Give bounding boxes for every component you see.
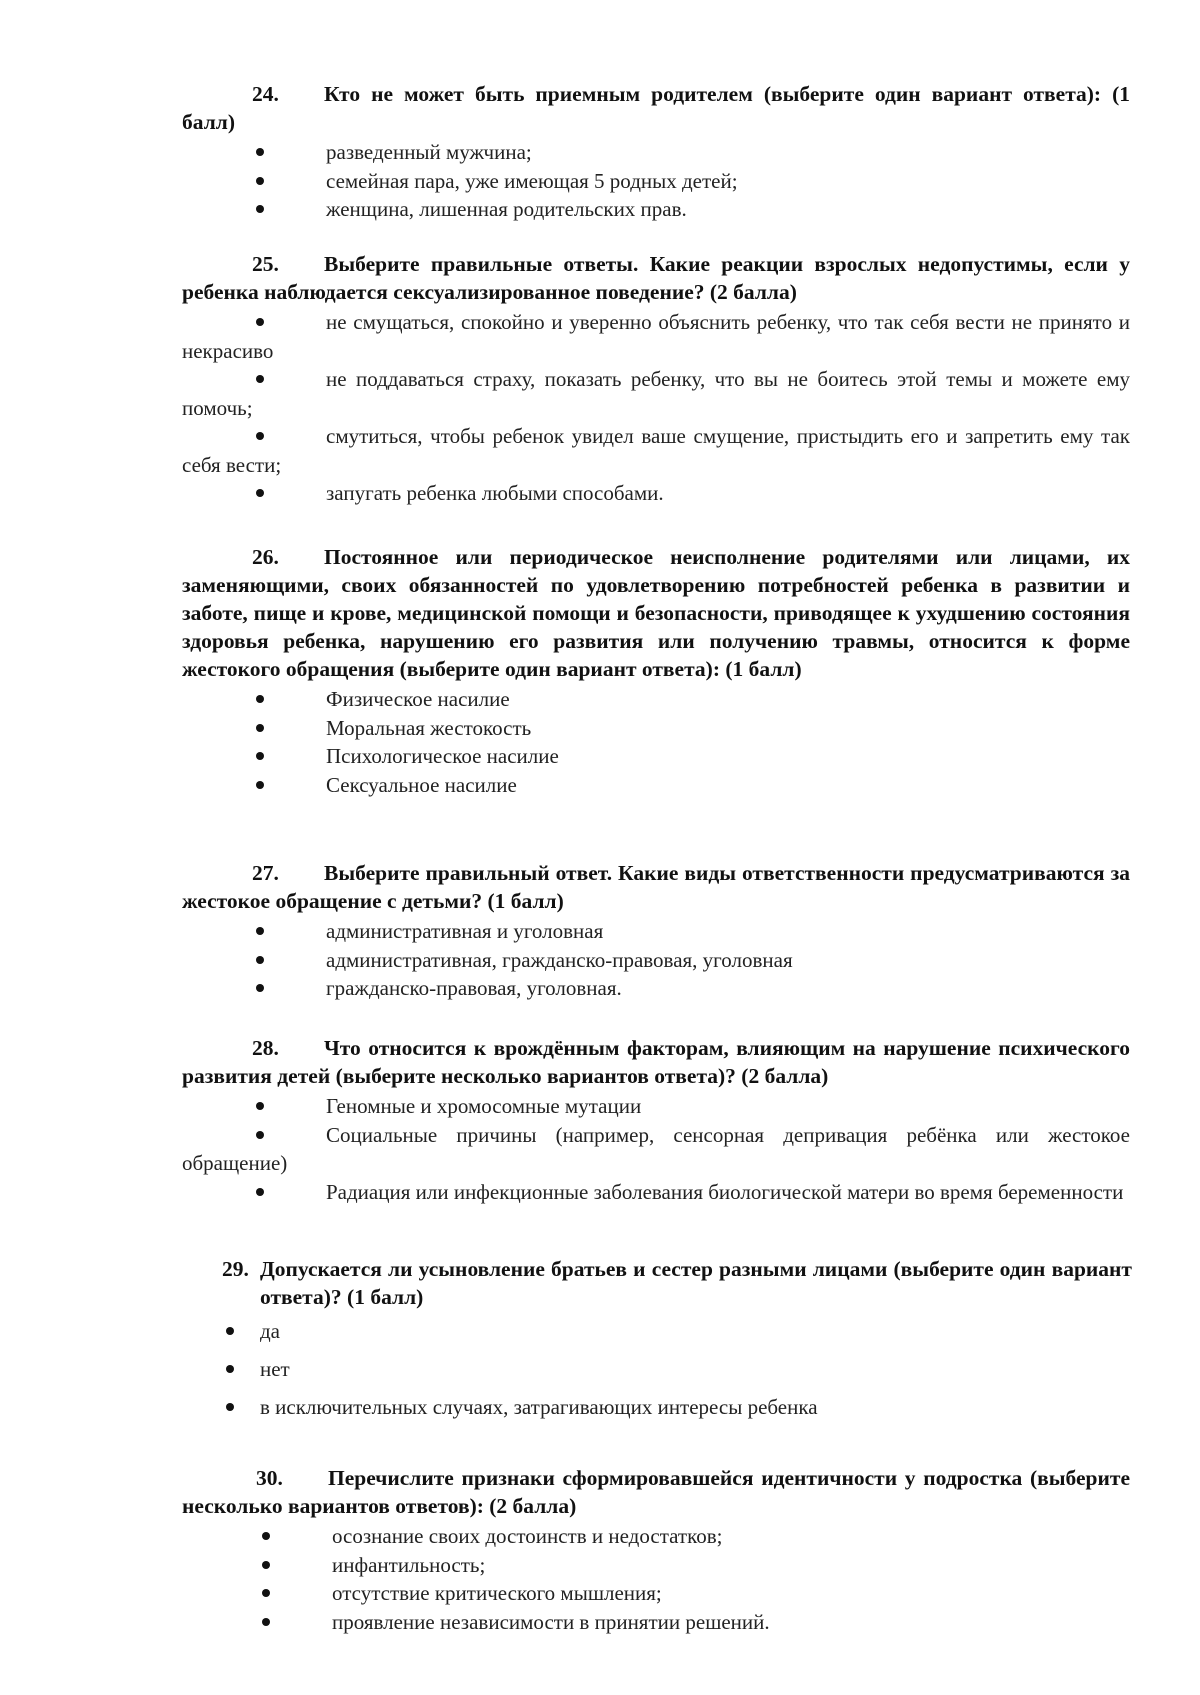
bullet-icon xyxy=(256,781,264,789)
bullet-icon xyxy=(256,375,264,383)
bullet-icon xyxy=(256,148,264,156)
question-number: 24. xyxy=(252,82,279,106)
question-29 xyxy=(222,1255,1132,1425)
answer-option: запугать ребенка любыми способами. xyxy=(182,479,1130,508)
question-text: Выберите правильные ответы. Какие реакции взрослых недопустимы, если у ребенка наблюдается сексуализированное поведение? (2 балла) xyxy=(182,252,1130,304)
bullet-icon xyxy=(262,1532,270,1540)
answer-option: не смущаться, спокойно и уверенно объяснить ребенку, что так себя вести не принято и некрасиво xyxy=(182,310,1130,363)
answer-option: не поддаваться страху, показать ребенку, что вы не боитесь этой темы и можете ему помочь; xyxy=(182,367,1130,420)
bullet-icon xyxy=(262,1618,270,1626)
answer-option: в исключительных случаях, затрагивающих интересы ребенка xyxy=(184,1389,1132,1425)
question-number: 28. xyxy=(252,1036,279,1060)
bullet-icon xyxy=(256,432,264,440)
question-number: 26. xyxy=(252,545,279,569)
answer-option: гражданско-правовая, уголовная. xyxy=(182,974,1130,1003)
bullet-icon xyxy=(256,752,264,760)
question-27 xyxy=(182,859,1130,1003)
question-text: Кто не может быть приемным родителем (выберите один вариант ответа): (1 балл) xyxy=(182,82,1130,134)
bullet-icon xyxy=(256,984,264,992)
question-number: 29. xyxy=(222,1257,249,1281)
answer-option: Геномные и хромосомные мутации xyxy=(182,1092,1130,1121)
bullet-icon xyxy=(262,1589,270,1597)
bullet-icon xyxy=(262,1561,270,1569)
question-text: Выберите правильный ответ. Какие виды ответственности предусматриваются за жестокое обращение с детьми? (1 балл) xyxy=(182,861,1130,913)
answer-option: Социальные причины (например, сенсорная депривация ребёнка или жестокое обращение) xyxy=(182,1122,1130,1175)
question-26 xyxy=(182,543,1130,799)
answer-option: смутиться, чтобы ребенок увидел ваше смущение, пристыдить его и запретить ему так себя вести; xyxy=(182,424,1130,477)
question-text: Постоянное или периодическое неисполнение родителями или лицами, их заменяющими, своих обязанностей по удовлетворению потребностей ребенка в развитии и заботе, пище и крове, медицинской помощи и безопасности, приводящее к ухудшению состояния здоровья ребенка, нарушению его развития или получению травмы, относится к форме жестокого обращения (выберите один вариант ответа): (1 балл) xyxy=(182,545,1130,681)
answer-option: административная, гражданско-правовая, уголовная xyxy=(182,946,1130,975)
answer-option: разведенный мужчина; xyxy=(182,138,1130,167)
answer-option: женщина, лишенная родительских прав. xyxy=(182,195,1130,224)
question-28 xyxy=(182,1034,1130,1206)
bullet-icon xyxy=(226,1365,234,1373)
question-text: Допускается ли усыновление братьев и сестер разными лицами (выберите один вариант ответа)? (1 балл) xyxy=(260,1257,1132,1309)
question-number: 30. xyxy=(256,1466,283,1490)
question-text: Перечислите признаки сформировавшейся идентичности у подростка (выберите несколько вариантов ответов): (2 балла) xyxy=(182,1466,1130,1518)
bullet-icon xyxy=(256,724,264,732)
bullet-icon xyxy=(256,1102,264,1110)
answer-option: Радиация или инфекционные заболевания биологической матери во время беременности xyxy=(182,1178,1130,1207)
answer-option: инфантильность; xyxy=(182,1551,1130,1580)
answer-option: административная и уголовная xyxy=(182,917,1130,946)
answer-option: Физическое насилие xyxy=(182,685,1130,714)
question-30 xyxy=(182,1464,1130,1636)
bullet-icon xyxy=(256,177,264,185)
bullet-icon xyxy=(256,927,264,935)
answer-option: проявление независимости в принятии решений. xyxy=(182,1608,1130,1637)
question-text: Что относится к врождённым факторам, влияющим на нарушение психического развития детей (выберите несколько вариантов ответа)? (2 балла) xyxy=(182,1036,1130,1088)
bullet-icon xyxy=(256,489,264,497)
bullet-icon xyxy=(226,1403,234,1411)
bullet-icon xyxy=(256,1188,264,1196)
answer-option: отсутствие критического мышления; xyxy=(182,1579,1130,1608)
question-number: 27. xyxy=(252,861,279,885)
answer-option: нет xyxy=(184,1351,1132,1387)
question-24 xyxy=(182,80,1130,224)
answer-option: Сексуальное насилие xyxy=(182,771,1130,800)
answer-option: Психологическое насилие xyxy=(182,742,1130,771)
question-25 xyxy=(182,250,1130,508)
answer-option: осознание своих достоинств и недостатков; xyxy=(182,1522,1130,1551)
answer-option: да xyxy=(184,1313,1132,1349)
answer-option: семейная пара, уже имеющая 5 родных детей; xyxy=(182,167,1130,196)
bullet-icon xyxy=(256,318,264,326)
bullet-icon xyxy=(256,695,264,703)
question-number: 25. xyxy=(252,252,279,276)
answer-option: Моральная жестокость xyxy=(182,714,1130,743)
bullet-icon xyxy=(256,956,264,964)
bullet-icon xyxy=(256,1131,264,1139)
bullet-icon xyxy=(256,205,264,213)
bullet-icon xyxy=(226,1327,234,1335)
